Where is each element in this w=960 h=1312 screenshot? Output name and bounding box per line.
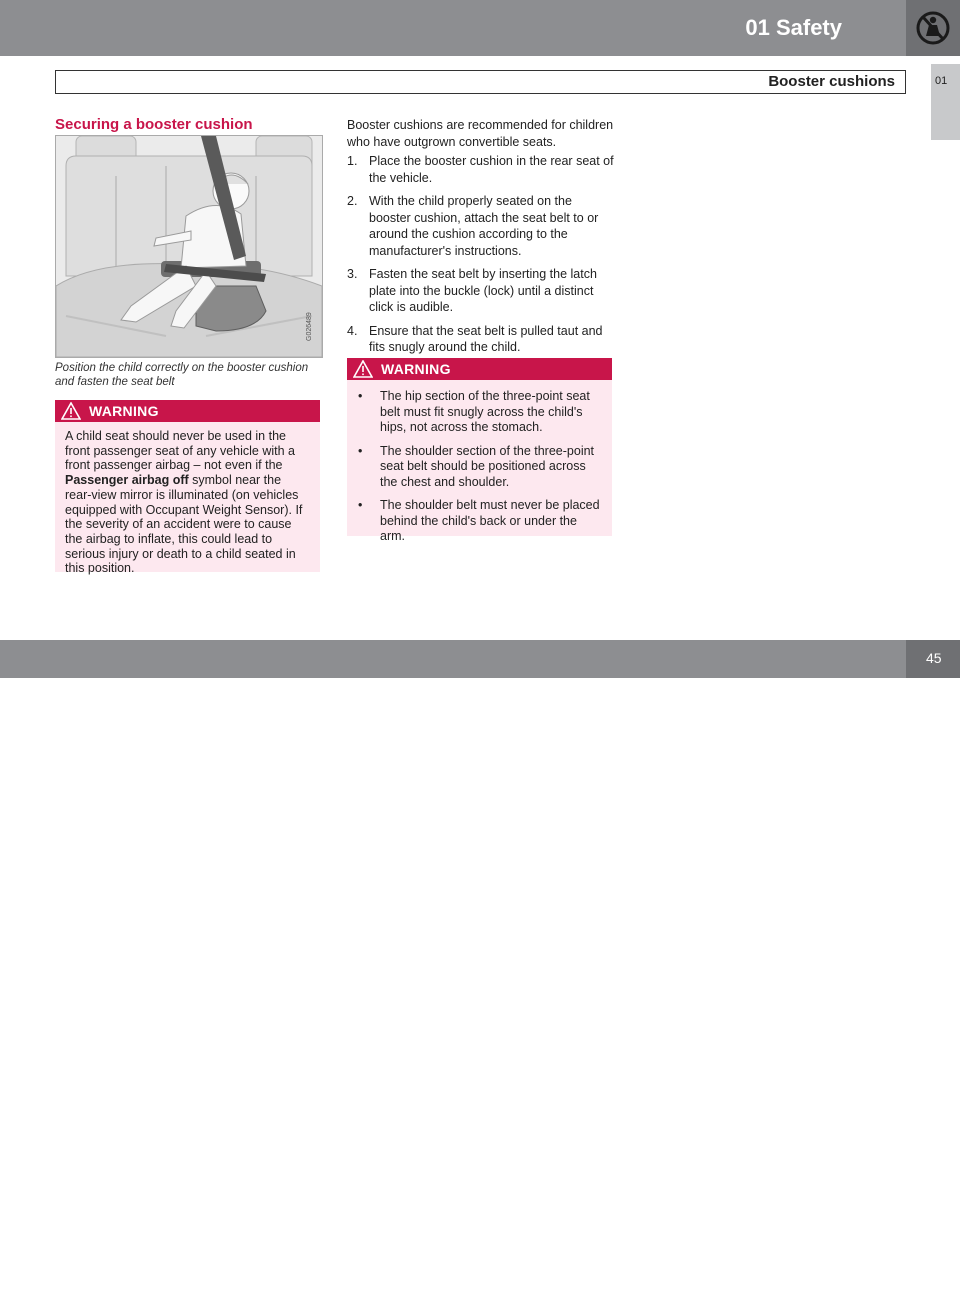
warning-box-left (55, 400, 320, 576)
list-item: 4. Ensure that the seat belt is pulled taut and fits snugly around the child. (347, 323, 603, 354)
warning-box-right (347, 358, 612, 543)
warning-title: WARNING (381, 361, 451, 377)
booster-cushion-illustration (55, 135, 323, 358)
page-number: 45 (926, 650, 942, 666)
section-title: Booster cushions (768, 73, 895, 90)
warning-triangle-icon (61, 402, 81, 420)
warning-title: WARNING (89, 403, 159, 419)
chapter-title: 01 Safety (745, 15, 842, 40)
passenger-airbag-off-label: Passenger airbag off (65, 473, 189, 488)
no-child-seat-icon (916, 9, 950, 47)
page-number-box (906, 640, 960, 678)
footer-bar (0, 640, 906, 1311)
warning-header (55, 400, 320, 422)
list-item: • The shoulder section of the three-point seat belt should be positioned across the chest and shoulder. (358, 443, 595, 489)
illustration-caption: Position the child correctly on the booster cushion and fasten the seat belt (55, 362, 309, 388)
list-item: 3. Fasten the seat belt by inserting the latch plate into the buckle (lock) until a distinct click is audible. (347, 267, 597, 314)
header-bar (0, 0, 906, 56)
intro-paragraph: Booster cushions are recommended for children who have outgrown convertible seats. (347, 118, 614, 149)
warning-header (347, 358, 612, 380)
steps-list (347, 153, 615, 363)
page-heading: Securing a booster cushion (55, 116, 253, 133)
illustration-code: G026489 (306, 312, 313, 341)
chapter-tab-label: 01 (935, 75, 948, 87)
section-header (55, 70, 906, 94)
list-item: • The shoulder belt must never be placed behind the child's back or under the arm. (358, 498, 600, 543)
list-item: 2. With the child properly seated on the booster cushion, attach the seat belt to or around the cushion according to the manufacturer's instructions. (347, 194, 599, 258)
chapter-tab[interactable] (931, 64, 960, 140)
chapter-icon-box (906, 0, 960, 56)
watermark: carmanualsonline.info (585, 1286, 819, 1311)
list-item: • The hip section of the three-point seat belt must fit snugly across the child's hips, not across the stomach. (358, 389, 590, 434)
list-item: 1. Place the booster cushion in the rear seat of the vehicle. (347, 154, 614, 185)
warning-text: A child seat should never be used in the front passenger seat of any vehicle with a front passenger airbag – not even if the Passenger airbag off symbol near the rear-view mirror is illuminated (on vehicles equipped with Occupant Weight Sensor). If the severity of an accident were to cause the airbag to inflate, this could lead to serious injury or death to a child seated in this position. (65, 429, 303, 576)
warning-bullets (347, 380, 612, 545)
warning-triangle-icon (353, 360, 373, 378)
